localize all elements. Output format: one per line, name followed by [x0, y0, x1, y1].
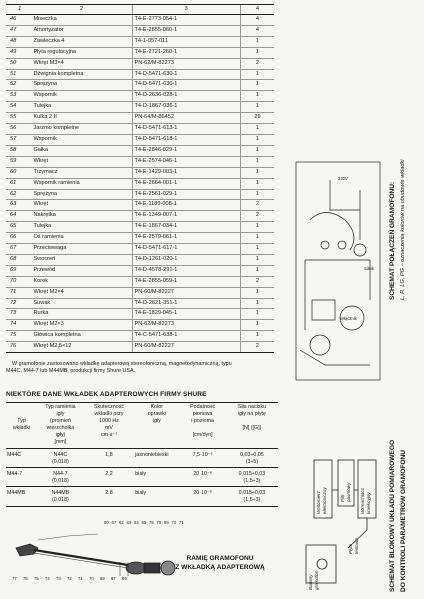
part-quantity: 1: [240, 134, 274, 145]
part-reference: T4-E-2574-046-1: [132, 156, 240, 167]
part-name: Wkręt M2,5×12: [31, 342, 132, 353]
table-row: [6, 189, 274, 200]
table-row: [6, 134, 274, 145]
arm-callout-number: 78: [149, 520, 154, 525]
part-quantity: 1: [240, 298, 274, 309]
part-quantity: 29: [240, 113, 274, 124]
part-quantity: 1: [240, 254, 274, 265]
table-row: [6, 287, 274, 298]
part-quantity: 1: [240, 287, 274, 298]
part-name: Wkręt M3×4: [31, 58, 132, 69]
part-number: 70: [6, 276, 31, 287]
table-row: [6, 200, 274, 211]
header-tracking-force: [226, 403, 278, 449]
part-name: Wkręt M2×3: [31, 320, 132, 331]
part-quantity: 1: [240, 80, 274, 91]
header-line: igły na płytę: [237, 411, 266, 417]
table-row: [6, 113, 274, 124]
part-quantity: 1: [240, 47, 274, 58]
header-cartridge-type: [6, 403, 37, 449]
table-row: [6, 69, 274, 80]
cartridge-table: [6, 402, 278, 507]
stylus-type: [37, 449, 84, 468]
part-name: Sworzeń: [31, 254, 132, 265]
part-number: 52: [6, 80, 31, 91]
table-row: [6, 124, 274, 135]
part-name: Oś ramienia: [31, 233, 132, 244]
compliance-value: 7,5·10⁻⁶: [179, 449, 225, 468]
part-number: 66: [6, 233, 31, 244]
block-diagram-title-line-1: SCHEMAT BLOKOWY UKŁADU POMIAROWEGO: [389, 439, 396, 592]
table-row: [6, 449, 278, 468]
arm-callouts-top: [104, 520, 184, 525]
block-preamp: [360, 487, 371, 514]
table-row: [6, 91, 274, 102]
block-preamp-line-1: Wzmacniacz: [360, 487, 365, 514]
part-number: 76: [6, 342, 31, 353]
part-name: Przewód: [31, 265, 132, 276]
cartridge-section-title: NIEKTÓRE DANE WKŁADEK ADAPTEROWYCH FIRMY SHURE: [6, 391, 207, 398]
part-name: Dźwignia kompletna: [31, 69, 132, 80]
table-row: [6, 487, 278, 506]
header-line: Siła nacisku: [237, 404, 267, 410]
part-reference: T4-D-1867-036-1: [132, 102, 240, 113]
arm-callout-number: 75: [34, 576, 39, 581]
part-reference: T4-E-2664-001-1: [132, 178, 240, 189]
table-row: [6, 233, 274, 244]
stylus-color: jasnoniebieski: [134, 449, 179, 468]
header-line: oprawki: [147, 411, 166, 417]
part-quantity: 1: [240, 91, 274, 102]
part-quantity: 1: [240, 102, 274, 113]
efficiency-value: 2,2: [84, 468, 135, 487]
part-number: 64: [6, 211, 31, 222]
arm-callout-number: 68: [100, 576, 105, 581]
table-row: [6, 211, 274, 222]
part-name: Główica kompletna: [31, 331, 132, 342]
part-quantity: 1: [240, 167, 274, 178]
tracking-force-line: 0,03÷0,05: [240, 452, 264, 458]
block-diagram: [300, 430, 386, 592]
block-voltmeter-line-1: Woltomierz: [316, 491, 321, 514]
block-voltmeter-line-2: elektroniczny: [322, 487, 327, 514]
cartridge-type: M44MB: [6, 487, 37, 506]
part-number: 58: [6, 145, 31, 156]
part-number: 61: [6, 178, 31, 189]
part-quantity: 2: [240, 342, 274, 353]
header-line: [227, 418, 277, 425]
stylus-type-line: (0,018): [52, 458, 69, 465]
part-reference: T4-D-5471-617-1: [132, 244, 240, 255]
part-name: Wkręt M2×4: [31, 287, 132, 298]
part-number: 57: [6, 134, 31, 145]
part-quantity: 2: [240, 58, 274, 69]
table-row: [6, 254, 274, 265]
tracking-force-line: 0,015÷0,03: [238, 471, 266, 478]
part-name: Miseczka: [31, 15, 132, 26]
block-turntable-line-1: Badany: [308, 574, 313, 590]
part-quantity: 2: [240, 200, 274, 211]
efficiency-value: 1,8: [84, 449, 135, 468]
col-header-name: 2: [31, 5, 132, 15]
part-quantity: 1: [240, 178, 274, 189]
header-line: Kolor: [150, 404, 164, 410]
table-row: [6, 298, 274, 309]
arm-callout-number: 65: [141, 520, 147, 525]
table-row: [6, 178, 274, 189]
part-quantity: 1: [240, 145, 274, 156]
header-line: Podatność: [190, 404, 216, 410]
arm-callout-number: 74: [45, 576, 50, 581]
table-row: [6, 145, 274, 156]
stylus-type-line: N44C: [53, 452, 68, 458]
part-quantity: 1: [240, 36, 274, 47]
stylus-color: biały: [134, 468, 179, 487]
table-row: [6, 15, 274, 26]
part-quantity: 1: [240, 265, 274, 276]
table-row: [6, 156, 274, 167]
col-header-quantity: 4: [240, 5, 274, 15]
part-quantity: 1: [240, 189, 274, 200]
stylus-type: [37, 468, 84, 487]
part-number: 53: [6, 91, 31, 102]
part-reference: T4-E-1429-003-1: [132, 167, 240, 178]
header-line: igły): [55, 432, 66, 438]
arm-callout-number: 71: [78, 576, 83, 581]
part-number: 55: [6, 113, 31, 124]
part-reference: T4-E-2579-061-1: [132, 233, 240, 244]
part-name: Amortyzator: [31, 25, 132, 36]
table-row: [6, 468, 278, 487]
cartridge-type: M44-7: [6, 468, 37, 487]
part-reference: PN-60/M-82227: [132, 287, 240, 298]
header-efficiency: [84, 403, 135, 449]
arm-callout-number: 72: [67, 576, 72, 581]
part-name: Tulejka: [31, 102, 132, 113]
part-number: 48: [6, 36, 31, 47]
stylus-type-line: N44MB: [51, 490, 70, 497]
table-row: [6, 309, 274, 320]
header-line: [cm/dyn]: [192, 432, 213, 438]
arm-callout-number: 50: [104, 520, 109, 525]
part-reference: PN-62/M-82273: [132, 320, 240, 331]
table-row: [6, 331, 274, 342]
table-row: [6, 167, 274, 178]
note-line-2: M44C, M44-7 lub M44MB, produkcji firmy Shure USA.: [6, 368, 136, 375]
block-test-disc: [348, 538, 359, 554]
part-reference: T4-E-2721-260-1: [132, 47, 240, 58]
header-line: wkładki przy: [94, 411, 124, 417]
arm-callout-number: 70: [156, 520, 162, 525]
arm-callout-number: 69: [164, 520, 169, 525]
part-name: Przeciwwaga: [31, 244, 132, 255]
schematic-title: SCHEMAT POŁĄCZEŃ GRAMOFONU:: [389, 181, 396, 300]
tracking-force: [226, 487, 278, 506]
part-quantity: 4: [240, 25, 274, 36]
part-name: Jarzmo kompletne: [31, 124, 132, 135]
part-reference: T4-E-2773-054-1: [132, 15, 240, 26]
cartridge-table-body: [6, 449, 278, 507]
header-line: Typ ramienia: [45, 404, 76, 410]
stylus-type-line: (0,018): [52, 477, 69, 484]
col-header-reference: 3: [132, 5, 240, 15]
part-number: 62: [6, 189, 31, 200]
table-row: [6, 244, 274, 255]
table-row: [6, 58, 274, 69]
arm-caption-line-1: RAMIĘ GRAMOFONU: [186, 555, 254, 562]
parts-table: [6, 4, 274, 353]
part-name: Wkręt: [31, 200, 132, 211]
header-compliance: [179, 403, 225, 449]
part-reference: T4-E-1867-034-1: [132, 222, 240, 233]
part-reference: T4-D-5471-630-1: [132, 69, 240, 80]
block-turntable-line-2: gramofon: [314, 570, 319, 590]
part-quantity: 1: [240, 222, 274, 233]
part-name: Wspornik ramienia: [31, 178, 132, 189]
part-quantity: 1: [240, 331, 274, 342]
cartridge-type: M44C: [6, 449, 37, 468]
arm-caption-line-2: Z WKŁADKĄ ADAPTEROWĄ: [175, 564, 265, 571]
part-name: Sprężyna: [31, 189, 132, 200]
part-number: 54: [6, 102, 31, 113]
part-number: 69: [6, 265, 31, 276]
part-reference: T4-E-2561-029-1: [132, 189, 240, 200]
compliance-value: 20·10⁻⁶: [179, 468, 225, 487]
part-number: 60: [6, 167, 31, 178]
part-number: 63: [6, 200, 31, 211]
parts-table-body: [6, 15, 274, 353]
part-reference: T4-E-2855-059-1: [132, 276, 240, 287]
part-reference: T4-D-5471-618-1: [132, 134, 240, 145]
stylus-type-line: (0,018): [52, 496, 69, 503]
header-line: igły: [152, 418, 161, 424]
table-row: [6, 25, 274, 36]
part-number: 46: [6, 15, 31, 26]
part-name: Płyta regulacyjna: [31, 47, 132, 58]
arm-callout-number: 72: [171, 520, 177, 525]
part-quantity: 1: [240, 69, 274, 80]
table-row: [6, 320, 274, 331]
part-quantity: 1: [240, 309, 274, 320]
header-line: Skuteczność: [93, 404, 124, 410]
arm-callout-number: 77: [12, 576, 17, 581]
note-line-1: W gramofonie zastosowano wkładkę adapterową stereofoniczną, magnetodynamiczną, typu: [12, 361, 232, 367]
tracking-force: [226, 449, 278, 468]
header-line: [mm]: [54, 439, 67, 445]
arm-callout-number: 71: [179, 520, 184, 525]
arm-callout-number: 70: [89, 576, 94, 581]
part-reference: T4-E-1189-008-1: [132, 200, 240, 211]
header-line: cm·s⁻¹: [100, 432, 117, 438]
header-line: wierzchołka: [46, 425, 75, 431]
compliance-value: 20·10⁻⁶: [179, 487, 225, 506]
part-reference: T4-E-1349-007-1: [132, 211, 240, 222]
table-row: [6, 80, 274, 91]
part-reference: PN-64/M-86452: [132, 113, 240, 124]
table-row: [6, 47, 274, 58]
part-number: 72: [6, 298, 31, 309]
block-disc-line-2: testowa: [354, 538, 359, 554]
part-name: Wkręt: [31, 156, 132, 167]
arm-callout-number: 66: [122, 576, 127, 581]
schematic-switch-label: Włącznik: [340, 316, 357, 321]
part-name: Suwak: [31, 298, 132, 309]
part-quantity: 1: [240, 124, 274, 135]
tracking-force-line: (1,5÷3): [243, 477, 261, 484]
block-disc-line-1: Płyta: [348, 543, 353, 554]
part-name: Korek: [31, 276, 132, 287]
part-quantity: 4: [240, 15, 274, 26]
tracking-force-line: (1,5÷3): [243, 496, 261, 503]
arm-callout-number: 64: [134, 520, 139, 525]
parts-table-header: [6, 5, 274, 15]
header-line: Typ: [17, 418, 26, 424]
block-turntable: [308, 570, 319, 590]
block-filter-line-2: pasmowy: [346, 482, 351, 502]
header-line: [180, 425, 224, 432]
header-line: i pozioma: [191, 418, 214, 424]
wiring-schematic: [290, 150, 386, 390]
header-line: [N] ([G]): [242, 425, 262, 431]
part-number: 49: [6, 47, 31, 58]
tracking-force: [226, 468, 278, 487]
table-row: [6, 222, 274, 233]
table-row: [6, 36, 274, 47]
arm-callout-number: 67: [111, 520, 117, 525]
part-reference: T4-C-5471-638-1: [132, 331, 240, 342]
schematic-voltage-label: 220V: [338, 176, 348, 181]
part-reference: T4-D-1261-020-1: [132, 254, 240, 265]
arm-caption: [150, 554, 290, 572]
block-diagram-shapes: [306, 460, 376, 583]
tracking-force-line: (3÷5): [245, 458, 259, 465]
header-line: (promień: [49, 418, 71, 424]
block-preamp-line-2: korekcyjny: [366, 492, 371, 514]
part-reference: T4-D-4578-291-1: [132, 265, 240, 276]
part-number: 68: [6, 254, 31, 265]
table-row: [6, 276, 274, 287]
stylus-color: biały: [134, 487, 179, 506]
arm-callout-number: 62: [119, 520, 124, 525]
header-line: mV: [105, 425, 113, 431]
cartridge-table-header: [6, 403, 278, 449]
part-quantity: 2: [240, 276, 274, 287]
block-voltmeter: [316, 486, 327, 514]
part-name: Trzymacz: [31, 167, 132, 178]
part-reference: PN-60/M-82227: [132, 342, 240, 353]
part-number: 59: [6, 156, 31, 167]
arm-callouts-bottom: [12, 576, 127, 581]
schematic-motor-label: Silnik: [364, 266, 375, 271]
part-reference: T4-D-2621-351-1: [132, 298, 240, 309]
part-number: 67: [6, 244, 31, 255]
part-number: 65: [6, 222, 31, 233]
table-row: [6, 342, 274, 353]
part-quantity: 1: [240, 156, 274, 167]
part-reference: T4-E-1829-045-1: [132, 309, 240, 320]
header-line: wkładki: [12, 425, 31, 431]
arm-callout-number: 67: [111, 576, 116, 581]
col-header-number: 1: [6, 5, 31, 15]
arm-callout-number: 76: [23, 576, 28, 581]
part-name: Zawleczka 4: [31, 36, 132, 47]
block-filter-line-1: Filtr: [340, 494, 345, 502]
block-filter: [340, 482, 351, 503]
part-number: 74: [6, 320, 31, 331]
part-quantity: 2: [240, 211, 274, 222]
part-number: 73: [6, 309, 31, 320]
header-line: pionowa: [192, 411, 213, 417]
block-diagram-title-line-2: DO KONTROLI PARAMETRÓW GRAMOFONU: [400, 450, 407, 592]
tracking-force-line: 0,015÷0,03: [238, 490, 266, 497]
header-line: igły: [56, 411, 65, 417]
part-name: Nakrętka: [31, 211, 132, 222]
header-stylus-type: [37, 403, 84, 449]
part-reference: T4-D-2636-028-1: [132, 91, 240, 102]
part-reference: T4-D-5471-630-1: [132, 80, 240, 91]
part-name: Rurka: [31, 309, 132, 320]
part-name: Kulka 2 II: [31, 113, 132, 124]
table-row: [6, 102, 274, 113]
part-number: 56: [6, 124, 31, 135]
part-number: 75: [6, 331, 31, 342]
part-quantity: 1: [240, 244, 274, 255]
schematic-subtitle: L, R, LG, PG – oznaczenia kolorów na obudowie wkładki: [400, 159, 406, 300]
cartridge-note: [6, 361, 276, 376]
header-stylus-color: [134, 403, 179, 449]
part-number: 50: [6, 58, 31, 69]
arm-callout-number: 73: [56, 576, 61, 581]
stylus-type: [37, 487, 84, 506]
part-name: Wspornik: [31, 134, 132, 145]
tone-arm-drawing: [8, 518, 278, 582]
part-quantity: 1: [240, 233, 274, 244]
part-quantity: 1: [240, 320, 274, 331]
part-name: Sprężyna: [31, 80, 132, 91]
arm-callout-number: 63: [126, 520, 132, 525]
part-reference: T4-D-5471-613-1: [132, 124, 240, 135]
part-reference: T4-E-2855-060-1: [132, 25, 240, 36]
stylus-type-line: N44-7: [53, 471, 68, 478]
part-number: 47: [6, 25, 31, 36]
part-name: Tulejka: [31, 222, 132, 233]
part-reference: T4-1-057-011: [132, 36, 240, 47]
table-row: [6, 265, 274, 276]
part-number: 71: [6, 287, 31, 298]
efficiency-value: 2,8: [84, 487, 135, 506]
part-reference: PN-62/M-82273: [132, 58, 240, 69]
part-name: Wspornik: [31, 91, 132, 102]
part-reference: T4-E-2846-029-1: [132, 145, 240, 156]
schematic-lines: [296, 162, 380, 380]
header-line: 1000 Hz: [99, 418, 119, 424]
part-number: 51: [6, 69, 31, 80]
part-name: Gałka: [31, 145, 132, 156]
